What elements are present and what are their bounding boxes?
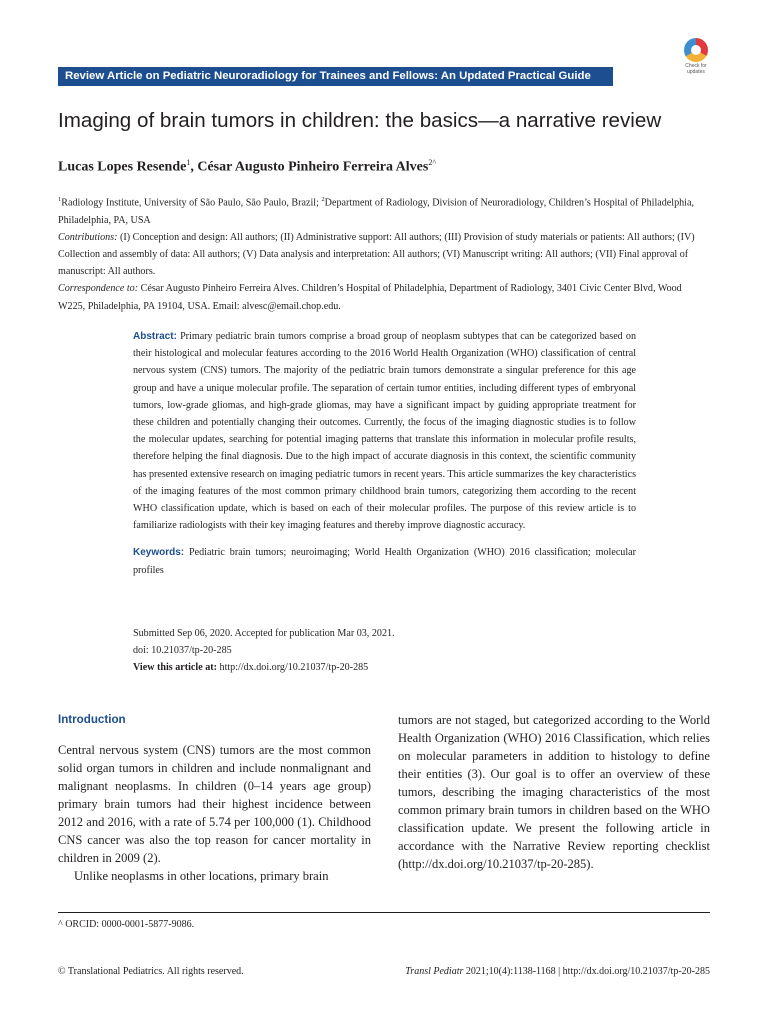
keywords-label: Keywords:	[133, 547, 185, 559]
view-article-line: View this article at: http://dx.doi.org/10.21037/tp-20-285	[133, 662, 369, 674]
copyright: © Translational Pediatrics. All rights reserved.	[58, 966, 244, 977]
orcid-footnote: ^ ORCID: 0000-0001-5877-9086.	[58, 919, 195, 930]
author-1: Lucas Lopes Resende	[58, 159, 187, 175]
abstract-block	[133, 328, 636, 579]
section-heading-introduction: Introduction	[58, 713, 126, 726]
author-list	[58, 158, 436, 176]
paragraph: Central nervous system (CNS) tumors are the most common solid organ tumors in children and include nonmalignant and malignant neoplasms. In children (0–14 years age group) primary brain tumors had their highest incidence between 2012 and 2016, with a rate of 5.74 per 100,000 (1). Childhood CNS cancer was also the top reason for cancer mortality in children in 2009 (2).	[58, 743, 371, 865]
left-column	[58, 741, 371, 885]
footnote-divider	[58, 912, 710, 913]
affiliations-block	[58, 191, 710, 315]
paragraph: Unlike neoplasms in other locations, primary brain	[74, 869, 329, 883]
keywords	[133, 544, 636, 578]
series-banner: Review Article on Pediatric Neuroradiology for Trainees and Fellows: An Updated Practical Guide	[58, 67, 613, 86]
check-updates-icon	[684, 38, 708, 62]
abstract-text: Primary pediatric brain tumors comprise a broad group of neoplasm subtypes that can be categorized based on their histological and molecular features according to the 2016 World Health Organization (WHO) classification of central nervous system (CNS) tumors. The majority of the pediatric brain tumors demonstrate a singular preference for this age group and have a unique molecular profile. The separation of certain tumor entities, including different types of embryonal tumors, low-grade gliomas, and high-grade gliomas, may have a significant impact by guiding appropriate treatment for these children and potentially changing their outcomes. Currently, the focus of the imaging diagnostic studies is to follow the molecular updates, searching for potential imaging patterns that translate this information in molecular profile results, therefore helping the final diagnosis. Due to the high impact of accurate diagnosis in this context, the scientific community has presented extensive research on imaging pediatric tumors in recent years. This article summarizes the key characteristics of the imaging features of the most common primary childhood brain tumors, categorizing them according to the recent WHO classification update, which is based on each of their molecular profiles. The purpose of this review article is to familiarize radiologists with their key imaging features and thereby improve diagnostic accuracy.	[133, 331, 636, 532]
author-2: César Augusto Pinheiro Ferreira Alves	[197, 159, 429, 175]
author-separator: ,	[190, 159, 198, 175]
article-title: Imaging of brain tumors in children: the basics—a narrative review	[58, 109, 662, 132]
journal-name: Transl Pediatr	[405, 966, 464, 977]
paragraph: tumors are not staged, but categorized according to the World Health Organization (WHO) 2016 Classification, which relies on molecular parameters in addition to histology to define their entities (3). Our goal is to offer an overview of these tumors, describing the imaging characteristics of the most common primary brain tumors in children based on the WHO classification update. We present the following article in accordance with the Narrative Review reporting checklist (http://dx.doi.org/10.21037/tp-20-285).	[398, 713, 710, 871]
doi[interactable]: doi: 10.21037/tp-20-285	[133, 645, 232, 657]
right-column	[398, 711, 710, 873]
contributions: Contributions: (I) Conception and design: All authors; (II) Administrative support: All authors; (III) Provision of study materials or patients: All authors; (IV) Collection and assembly of data: All authors; (V) Data analysis and interpretation: All authors; (VI) Manuscript writing: All authors; (VII) Final approval of manuscript: All authors.	[58, 231, 695, 278]
author-2-affiliation: 2^	[428, 158, 437, 167]
submission-dates: Submitted Sep 06, 2020. Accepted for publication Mar 03, 2021.	[133, 628, 395, 639]
check-for-updates-badge[interactable]	[678, 38, 714, 74]
abstract-label: Abstract:	[133, 331, 177, 342]
correspondence: Correspondence to: César Augusto Pinheiro Ferreira Alves. Children’s Hospital of Philadelphia, Department of Radiology, 3401 Civic Center Blvd, Wood W225, Philadelphia, PA 19104, USA. Email: alvesc@email.chop.edu.	[58, 283, 682, 312]
keywords-text: Pediatric brain tumors; neuroimaging; World Health Organization (WHO) 2016 classification; molecular profiles	[133, 547, 636, 576]
article-link[interactable]: http://dx.doi.org/10.21037/tp-20-285	[217, 662, 369, 674]
citation-footer	[405, 966, 710, 977]
publication-meta	[133, 625, 636, 677]
abstract	[133, 328, 636, 534]
author-1-affiliation: 1	[186, 158, 191, 167]
citation-text: 2021;10(4):1138-1168 | http://dx.doi.org/10.21037/tp-20-285	[463, 966, 710, 977]
badge-label: Check for updates	[685, 63, 707, 75]
affiliations: $^1$Radiology Institute, University of São Paulo, São Paulo, Brazil; $^2$Department of Radiology, Division of Neuroradiology, Children’s Hospital of Philadelphia, Philadelphia, PA, USA	[58, 196, 694, 226]
